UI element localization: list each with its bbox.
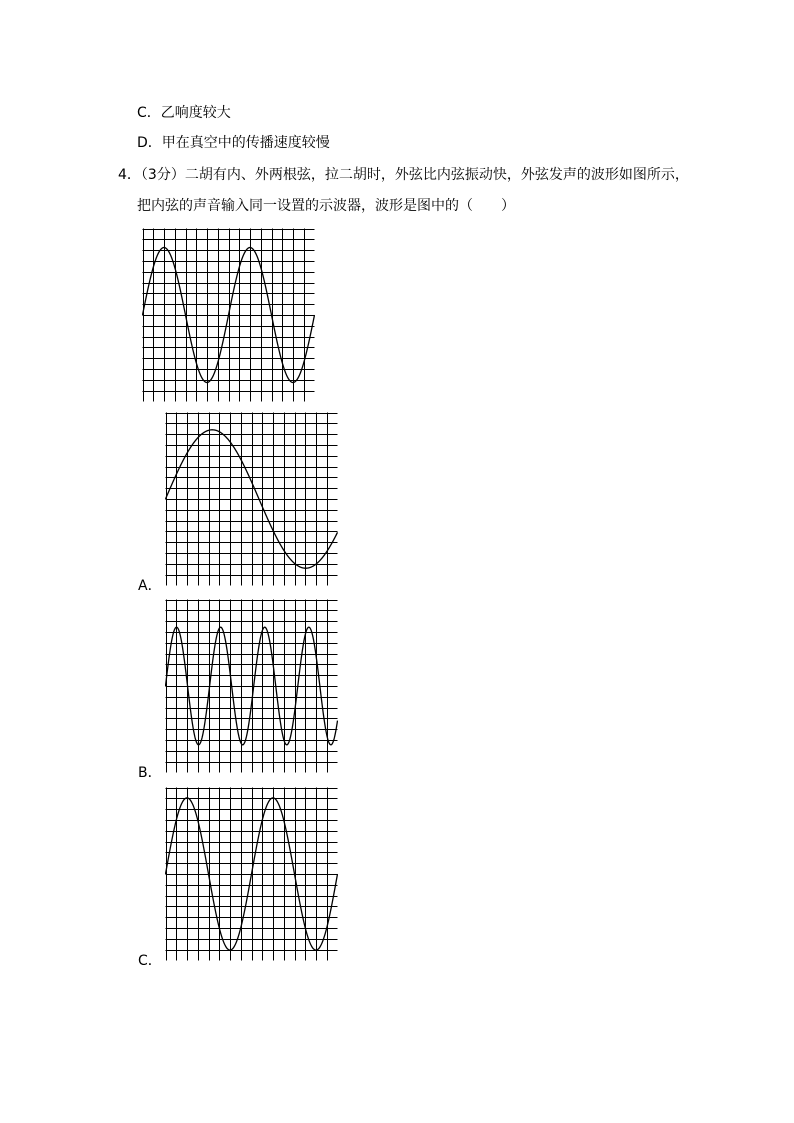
oscilloscope-reference [142, 228, 315, 402]
option-d: D．甲在真空中的传播速度较慢 [137, 135, 330, 151]
question-4-line-1 [118, 166, 689, 184]
question-4-line-2: 把内弦的声音输入同一设置的示波器，波形是图中的（ ） [137, 198, 515, 214]
question-text-1: 二胡有内、外两根弦，拉二胡时，外弦比内弦振动快，外弦发声的波形如图所示， [184, 167, 689, 183]
waveform [143, 248, 315, 383]
oscilloscope-option-a [165, 412, 338, 586]
waveform [166, 627, 338, 745]
question-number: 4．（3分） [118, 167, 185, 183]
option-c-label: C． [138, 953, 162, 969]
oscilloscope-option-c [165, 787, 338, 961]
waveform [166, 430, 338, 568]
option-a-label: A． [138, 578, 162, 594]
oscilloscope-option-b [165, 599, 338, 773]
option-c: C．乙响度较大 [137, 105, 231, 121]
option-b-label: B． [138, 765, 162, 781]
